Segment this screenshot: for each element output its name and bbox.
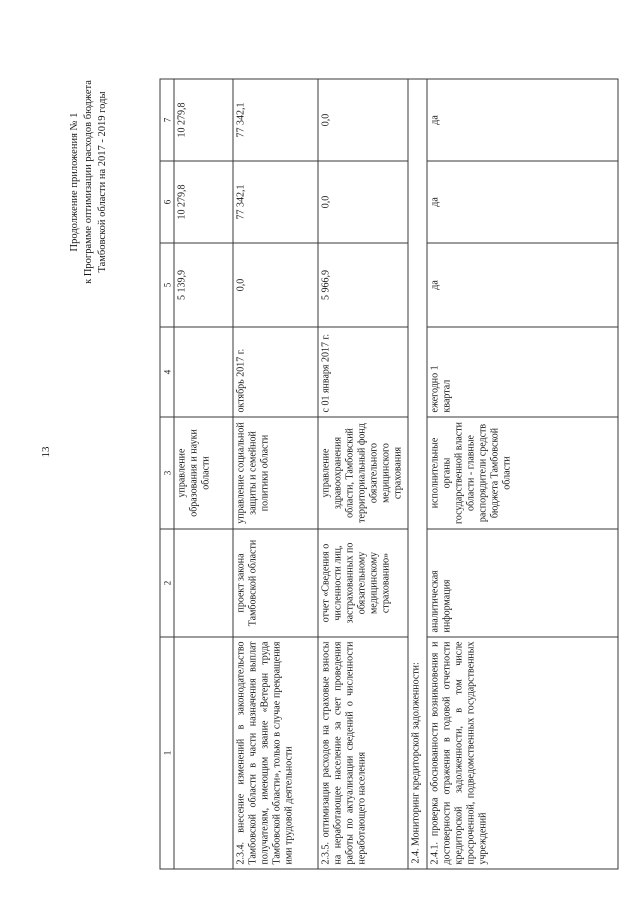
cell-document: отчет «Сведения о численности лиц, застрахованных по обязательному медицинскому страхованию»	[318, 529, 408, 637]
cell-responsible: управление социальной защиты и семейной политики области	[233, 417, 318, 529]
cell-responsible: управление образования и науки области	[174, 417, 233, 529]
cell-value-2019: 0,0	[318, 79, 408, 161]
cell-document	[174, 529, 233, 637]
cell-value-2017: 0,0	[233, 243, 318, 327]
cell-responsible: исполнительные органы государственной власти области - главные распорядители средств бюджета Тамбовской области	[427, 417, 618, 529]
cell-value-2018: 10 279,8	[174, 161, 233, 243]
cell-value-2018: 77 342,1	[233, 161, 318, 243]
document-heading	[68, 62, 124, 302]
cell-document: аналитическая информация	[427, 529, 618, 637]
col-number-6: 6	[160, 161, 174, 243]
cell-value-2018: да	[427, 161, 618, 243]
table-row	[318, 79, 408, 869]
table-row	[174, 79, 233, 869]
section-heading-2-4: 2.4. Мониторинг кредиторской задолженности:	[408, 79, 427, 869]
col-number-4: 4	[160, 327, 174, 417]
table-row	[427, 79, 618, 869]
col-number-2: 2	[160, 529, 174, 637]
page-number: 13	[40, 446, 52, 458]
cell-measure: 2.4.1. проверка обоснованности возникновения и достоверности отражения в годовой отчетности кредиторской задолженности, в том числе просроченной, подведомственных государственных учреждений	[427, 637, 618, 869]
cell-deadline: с 01 января 2017 г.	[318, 327, 408, 417]
col-number-1: 1	[160, 637, 174, 869]
section-row	[408, 79, 427, 869]
cell-value-2017: 5 966,9	[318, 243, 408, 327]
col-number-5: 5	[160, 243, 174, 327]
cell-value-2018: 0,0	[318, 161, 408, 243]
cell-value-2017: да	[427, 243, 618, 327]
cell-deadline: октябрь 2017 г.	[233, 327, 318, 417]
table-row	[233, 79, 318, 869]
cell-value-2017: 5 139,9	[174, 243, 233, 327]
cell-deadline	[174, 327, 233, 417]
cell-measure: 2.3.5. оптимизация расходов на страховые взносы на неработающее население за счет проведения работы по актуализации сведений о численности неработающего населения	[318, 637, 408, 869]
optimization-table	[159, 78, 618, 869]
cell-measure	[174, 637, 233, 869]
col-number-3: 3	[160, 417, 174, 529]
cell-document: проект закона Тамбовской области	[233, 529, 318, 637]
column-number-row	[160, 79, 174, 869]
cell-value-2019: 77 342,1	[233, 79, 318, 161]
cell-deadline: ежегодно 1 квартал	[427, 327, 618, 417]
col-number-7: 7	[160, 79, 174, 161]
heading-line-1: Продолжение приложения № 1	[69, 112, 80, 252]
heading-line-3: Тамбовской области на 2017 - 2019 годы	[97, 91, 108, 273]
cell-value-2019: да	[427, 79, 618, 161]
rotated-table-wrapper	[159, 79, 624, 869]
heading-line-2: к Программе оптимизации расходов бюджета	[83, 80, 94, 284]
cell-value-2019: 10 279,8	[174, 79, 233, 161]
cell-responsible: управление здравоохранения области, Тамбовский территориальный фонд обязательного медицинского страхования	[318, 417, 408, 529]
cell-measure: 2.3.4. внесение изменений в законодательство Тамбовской области в части назначения выплат получателям, имеющим звание «Ветеран труда Тамбовской области», только в случае прекращения ими трудовой деятельности	[233, 637, 318, 869]
